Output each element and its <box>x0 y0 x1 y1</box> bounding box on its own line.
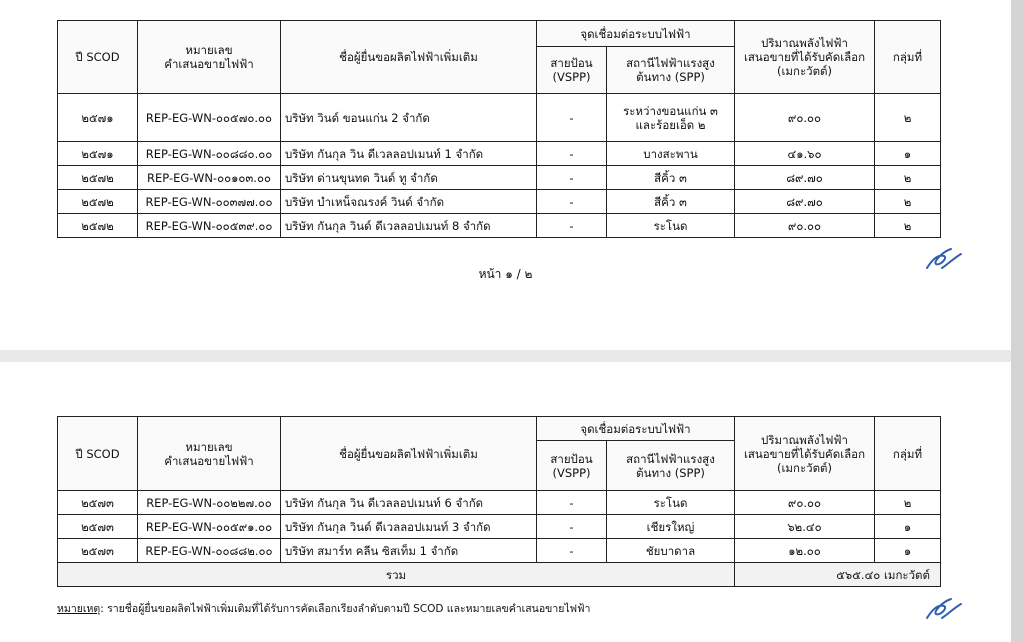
cell-feeder: - <box>537 94 607 142</box>
cell-year: ๒๕๗๑ <box>58 142 138 166</box>
cell-offer-number: REP-EG-WN-๐๐๓๗๗.๐๐ <box>138 190 281 214</box>
table-row <box>58 94 941 142</box>
cell-feeder: - <box>537 491 607 515</box>
cell-year: ๒๕๗๒ <box>58 214 138 238</box>
cell-capacity: ๙๐.๐๐ <box>735 94 875 142</box>
cell-group: ๒ <box>875 166 941 190</box>
page-number: หน้า ๑ / ๒ <box>478 267 533 281</box>
cell-substation: สีคิ้ว ๓ <box>607 190 735 214</box>
header-applicant-name: ชื่อผู้ยื่นขอผลิตไฟฟ้าเพิ่มเติม <box>281 417 537 491</box>
results-table-page-2 <box>57 416 941 587</box>
cell-offer-number: REP-EG-WN-๐๐๕๗๐.๐๐ <box>138 94 281 142</box>
cell-group: ๑ <box>875 515 941 539</box>
cell-group: ๒ <box>875 491 941 515</box>
signature-icon <box>924 594 964 622</box>
header-capacity: ปริมาณพลังไฟฟ้า เสนอขายที่ได้รับคัดเลือก (เมกะวัตต์) <box>735 417 875 491</box>
cell-feeder: - <box>537 539 607 563</box>
total-value: ๕๖๕.๔๐ เมกะวัตต์ <box>735 563 941 587</box>
header-year: ปี SCOD <box>58 417 138 491</box>
footnote-text: : รายชื่อผู้ยื่นขอผลิตไฟฟ้าเพิ่มเติมที่ได้รับการคัดเลือกเรียงลำดับตามปี SCOD และหมายเลขคำเสนอขายไฟฟ้า <box>100 603 591 615</box>
header-applicant-name: ชื่อผู้ยื่นขอผลิตไฟฟ้าเพิ่มเติม <box>281 21 537 94</box>
cell-offer-number: REP-EG-WN-๐๐๕๙๑.๐๐ <box>138 515 281 539</box>
cell-year: ๒๕๗๒ <box>58 166 138 190</box>
results-table-page-1 <box>57 20 941 238</box>
cell-feeder: - <box>537 142 607 166</box>
cell-substation: บางสะพาน <box>607 142 735 166</box>
cell-offer-number: REP-EG-WN-๐๐๒๒๗.๐๐ <box>138 491 281 515</box>
signature-icon <box>924 244 964 272</box>
cell-applicant-name: บริษัท กันกุล วินด์ ดีเวลลอปเมนท์ 8 จำกัด <box>281 214 537 238</box>
table-row <box>58 142 941 166</box>
cell-capacity: ๘๙.๗๐ <box>735 190 875 214</box>
cell-substation: เชียรใหญ่ <box>607 515 735 539</box>
header-feeder: สายป้อน (VSPP) <box>537 441 607 491</box>
cell-applicant-name: บริษัท กันกุล วิน ดีเวลลอปเมนท์ 6 จำกัด <box>281 491 537 515</box>
cell-applicant-name: บริษัท กันกุล วิน ดีเวลลอปเมนท์ 1 จำกัด <box>281 142 537 166</box>
header-feeder: สายป้อน (VSPP) <box>537 47 607 94</box>
header-group: กลุ่มที่ <box>875 21 941 94</box>
cell-substation: ชัยบาดาล <box>607 539 735 563</box>
cell-offer-number: REP-EG-WN-๐๐๘๘๒.๐๐ <box>138 539 281 563</box>
header-group: กลุ่มที่ <box>875 417 941 491</box>
cell-capacity: ๖๒.๔๐ <box>735 515 875 539</box>
header-offer-number: หมายเลข คำเสนอขายไฟฟ้า <box>138 21 281 94</box>
cell-applicant-name: บริษัท กันกุล วินด์ ดีเวลลอปเมนท์ 3 จำกัด <box>281 515 537 539</box>
cell-offer-number: REP-EG-WN-๐๐๘๘๐.๐๐ <box>138 142 281 166</box>
cell-year: ๒๕๗๓ <box>58 491 138 515</box>
cell-applicant-name: บริษัท ด่านขุนทด วินด์ ทู จำกัด <box>281 166 537 190</box>
cell-applicant-name: บริษัท สมาร์ท คลีน ซิสเท็ม 1 จำกัด <box>281 539 537 563</box>
total-row <box>58 563 941 587</box>
header-substation: สถานีไฟฟ้าแรงสูง ต้นทาง (SPP) <box>607 441 735 491</box>
cell-feeder: - <box>537 190 607 214</box>
page-edge-shadow <box>1011 0 1024 642</box>
footnote-label: หมายเหตุ <box>57 603 101 615</box>
cell-applicant-name: บริษัท วินด์ ขอนแก่น 2 จำกัด <box>281 94 537 142</box>
cell-capacity: ๙๐.๐๐ <box>735 491 875 515</box>
cell-year: ๒๕๗๓ <box>58 515 138 539</box>
cell-feeder: - <box>537 166 607 190</box>
table-row <box>58 515 941 539</box>
cell-feeder: - <box>537 515 607 539</box>
cell-substation: สีคิ้ว ๓ <box>607 166 735 190</box>
cell-capacity: ๘๙.๗๐ <box>735 166 875 190</box>
cell-substation: ระหว่างขอนแก่น ๓ และร้อยเอ็ด ๒ <box>607 94 735 142</box>
cell-group: ๒ <box>875 214 941 238</box>
cell-substation: ระโนด <box>607 214 735 238</box>
cell-capacity: ๑๒.๐๐ <box>735 539 875 563</box>
table-row <box>58 539 941 563</box>
table-row <box>58 491 941 515</box>
table-row <box>58 166 941 190</box>
header-offer-number: หมายเลข คำเสนอขายไฟฟ้า <box>138 417 281 491</box>
cell-offer-number: REP-EG-WN-๐๐๕๓๙.๐๐ <box>138 214 281 238</box>
cell-group: ๑ <box>875 539 941 563</box>
header-connection-point: จุดเชื่อมต่อระบบไฟฟ้า <box>537 21 735 47</box>
table-row <box>58 190 941 214</box>
table-row <box>58 214 941 238</box>
total-label: รวม <box>58 563 735 587</box>
cell-feeder: - <box>537 214 607 238</box>
cell-capacity: ๙๐.๐๐ <box>735 214 875 238</box>
cell-year: ๒๕๗๓ <box>58 539 138 563</box>
cell-group: ๑ <box>875 142 941 166</box>
document-page-2 <box>0 362 1011 642</box>
cell-group: ๒ <box>875 190 941 214</box>
cell-offer-number: REP-EG-WN-๐๐๑๐๓.๐๐ <box>138 166 281 190</box>
footnote <box>57 600 590 617</box>
cell-substation: ระโนด <box>607 491 735 515</box>
cell-year: ๒๕๗๑ <box>58 94 138 142</box>
header-substation: สถานีไฟฟ้าแรงสูง ต้นทาง (SPP) <box>607 47 735 94</box>
cell-group: ๒ <box>875 94 941 142</box>
header-capacity: ปริมาณพลังไฟฟ้า เสนอขายที่ได้รับคัดเลือก (เมกะวัตต์) <box>735 21 875 94</box>
header-connection-point: จุดเชื่อมต่อระบบไฟฟ้า <box>537 417 735 441</box>
header-year: ปี SCOD <box>58 21 138 94</box>
cell-year: ๒๕๗๒ <box>58 190 138 214</box>
cell-capacity: ๔๑.๖๐ <box>735 142 875 166</box>
cell-applicant-name: บริษัท บำเหน็จณรงค์ วินด์ จำกัด <box>281 190 537 214</box>
